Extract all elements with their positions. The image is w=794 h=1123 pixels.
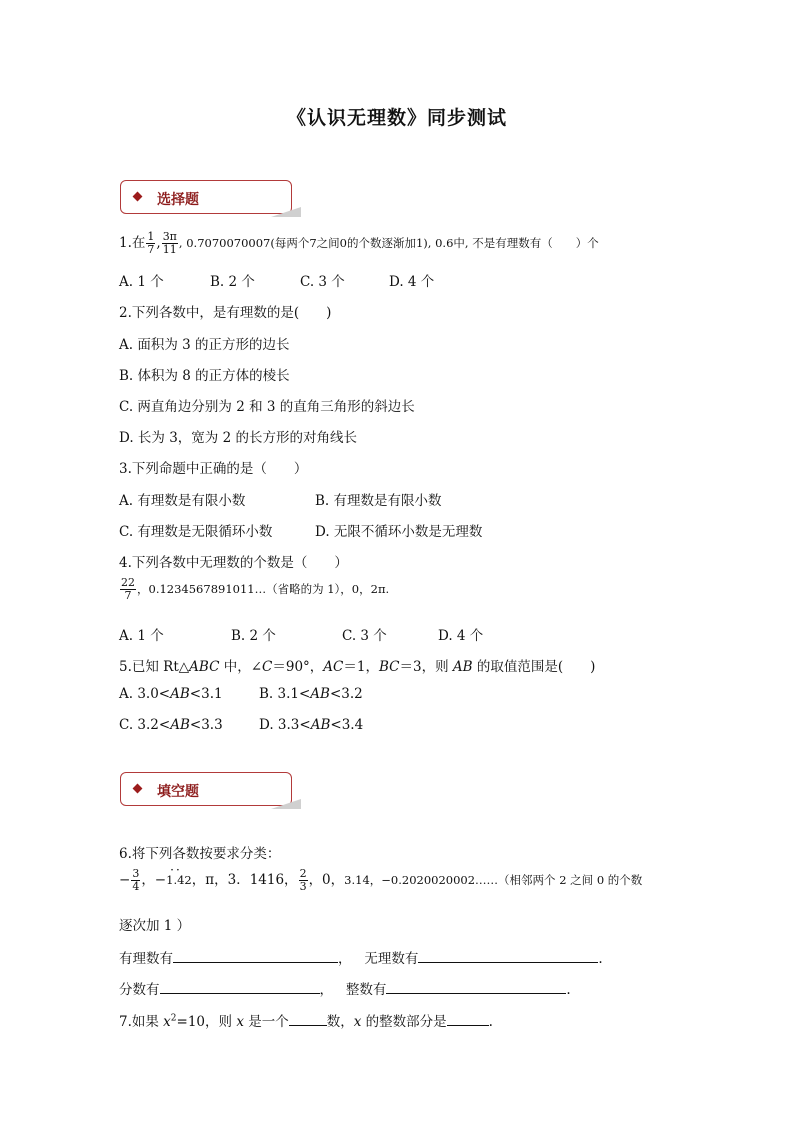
diamond-icon xyxy=(133,192,143,202)
answer-blank-fraction[interactable] xyxy=(160,979,320,994)
q5-option-a: A. 3.0<AB<3.1 xyxy=(119,686,223,702)
q1-option-c: C. 3 个 xyxy=(300,274,345,290)
answer-blank-type[interactable] xyxy=(289,1011,327,1026)
header-shadow xyxy=(271,799,301,809)
q1-text: , 0.7070070007(每两个7之间0的个数逐渐加1), 0.6中, 不是有理数有（ ）个 xyxy=(178,236,599,251)
q2-option-a: A. 面积为 3 的正方形的边长 xyxy=(119,337,290,353)
q5-option-b: B. 3.1<AB<3.2 xyxy=(259,686,363,702)
q1-fraction-1: $\frac{1}{7}$ xyxy=(147,230,155,257)
q1-prefix: 1.在 xyxy=(119,235,146,252)
q1-option-d: D. 4 个 xyxy=(389,274,435,290)
question-6-stem: 6.将下列各数按要求分类： xyxy=(119,846,281,862)
q6-fraction-2: $\frac{2}{3}$ xyxy=(299,867,307,894)
q4-option-a: A. 1 个 xyxy=(119,628,164,644)
q5-option-c: C. 3.2<AB<3.3 xyxy=(119,717,223,733)
q3-option-c: C. 有理数是无限循环小数 xyxy=(119,524,273,540)
q4-numbers xyxy=(119,577,389,602)
q4-option-b: B. 2 个 xyxy=(231,628,276,644)
section-label-fill: 填空题 xyxy=(157,784,199,800)
q2-option-d: D. 长为 3，宽为 2 的长方形的对角线长 xyxy=(119,430,357,446)
q2-option-c: C. 两直角边分别为 2 和 3 的直角三角形的斜边长 xyxy=(119,399,415,415)
question-5-stem: 5.已知 Rt△ABC 中，∠C＝90°，AC＝1，BC＝3，则 AB 的取值范围是( ) xyxy=(119,659,596,675)
q4-fraction: $\frac{22}{7}$ xyxy=(121,576,135,603)
q1-option-a: A. 1 个 xyxy=(119,274,164,290)
q1-fraction-2: $\frac{3\pi}{11}$ xyxy=(162,230,177,257)
q6-repeating-decimal: ·· 1.42 xyxy=(166,873,192,887)
section-label-choice: 选择题 xyxy=(157,192,199,208)
answer-blank-integer-part[interactable] xyxy=(447,1011,489,1026)
q4-option-c: C. 3 个 xyxy=(342,628,387,644)
q6-numbers: − $\frac{3}{4}$ ，−·· 1.42，π，3．1416， $\frac{2}{3}$ ，0，3.14，−0.2020020002……（相邻两个 2 之间 0 的个数 xyxy=(119,868,642,893)
question-4-stem: 4.下列各数中无理数的个数是（ ） xyxy=(119,555,348,571)
q5-option-d: D. 3.3<AB<3.4 xyxy=(259,717,364,733)
q2-option-b: B. 体积为 8 的正方体的棱长 xyxy=(119,368,290,384)
question-2-stem: 2.下列各数中，是有理数的是( ) xyxy=(119,305,332,321)
q3-option-b: B. 有理数是有限小数 xyxy=(315,493,442,509)
section-header-fill xyxy=(120,772,292,806)
q1-option-b: B. 2 个 xyxy=(210,274,255,290)
q6-blanks-row-1: 有理数有 ， 无理数有 . xyxy=(119,947,603,967)
answer-blank-irrational[interactable] xyxy=(418,948,598,963)
question-1-stem: 1.在 $\frac{1}{7}$ , $\frac{3\pi}{11}$ , 0.7070070007(每两个7之间0的个数逐渐加1), 0.6中, 不是有理数有（ ）个 xyxy=(119,230,599,257)
question-3-stem: 3.下列命题中正确的是（ ） xyxy=(119,461,308,477)
answer-blank-integer[interactable] xyxy=(386,979,566,994)
page-title: 《认识无理数》同步测试 xyxy=(286,107,507,129)
section-header-choice xyxy=(120,180,292,214)
header-shadow xyxy=(271,207,301,217)
q4-option-d: D. 4 个 xyxy=(438,628,484,644)
q6-fraction-1: $\frac{3}{4}$ xyxy=(132,867,140,894)
q3-option-d: D. 无限不循环小数是无理数 xyxy=(315,524,483,540)
q6-blanks-row-2: 分数有 ， 整数有 . xyxy=(119,978,571,998)
q4-text: ，0.1234567891011…（省略的为 1），0，2π. xyxy=(137,582,390,597)
question-7-stem: 7.如果 $x^2=10$，则 x 是一个 数，x 的整数部分是 . xyxy=(119,1010,493,1030)
q6-continuation: 逐次加 1 ） xyxy=(119,918,191,934)
q3-option-a: A. 有理数是有限小数 xyxy=(119,493,246,509)
diamond-icon xyxy=(133,784,143,794)
answer-blank-rational[interactable] xyxy=(173,948,338,963)
